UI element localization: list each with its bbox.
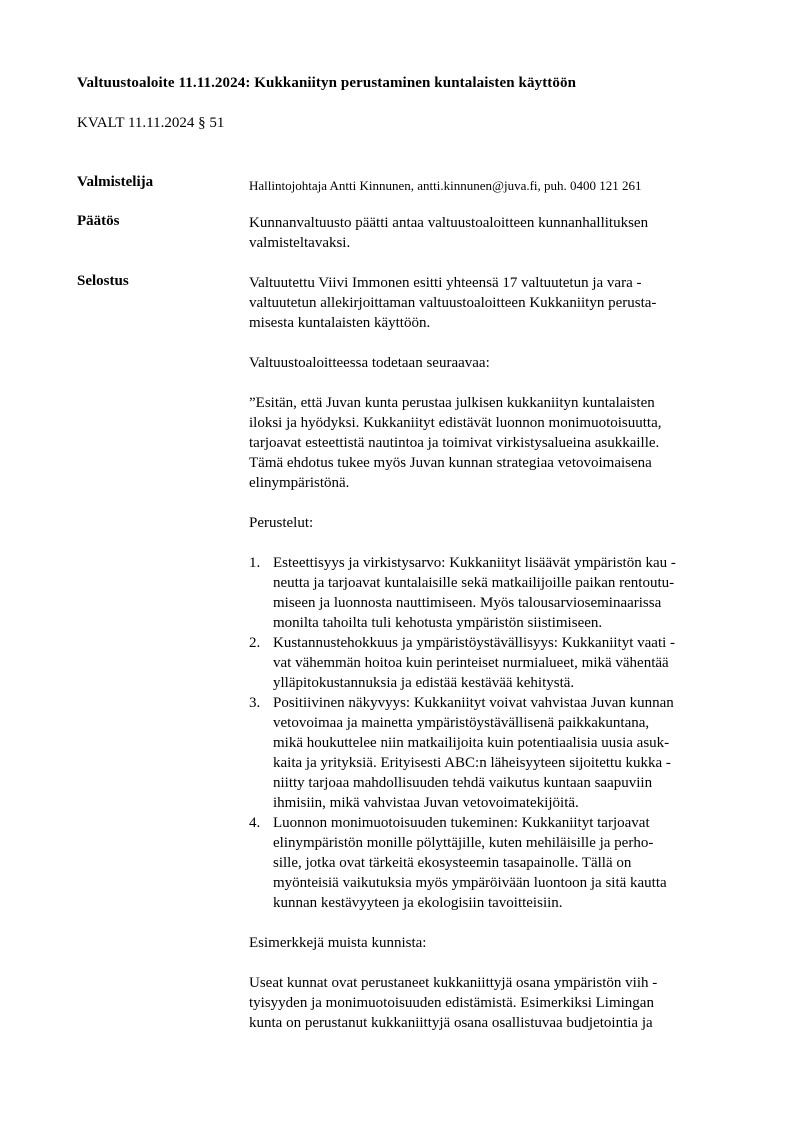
examples-paragraph: [249, 973, 719, 1033]
quote-line: ”Esitän, että Juvan kunta perustaa julkisen kukkaniityn kuntalaisten: [249, 395, 655, 411]
intro-line: Valtuutettu Viivi Immonen esitti yhteensä 17 valtuutetun ja vara -: [249, 275, 642, 291]
list-item-number: 1.: [249, 555, 261, 571]
list-item-line: Esteettisyys ja virkistysarvo: Kukkaniityt lisäävät ympäristön kau -: [273, 555, 676, 571]
quote-line: Tämä ehdotus tukee myös Juvan kunnan strategiaa vetovoimaisena: [249, 455, 652, 471]
list-item-line: ihmisiin, mikä vahvistaa Juvan vetovoimatekijöitä.: [273, 795, 579, 811]
decision-line: Kunnanvaltuusto päätti antaa valtuustoaloitteen kunnanhallituksen: [249, 215, 649, 231]
list-item-number: 2.: [249, 635, 261, 651]
decision-text: [249, 213, 719, 253]
quote-line: elinympäristönä.: [249, 475, 350, 491]
document-title: Valtuustoaloite 11.11.2024: Kukkaniityn perustaminen kuntalaisten käyttöön: [77, 75, 577, 91]
list-item: [249, 633, 719, 693]
list-item-line: vetovoimaa ja mainetta ympäristöystävällisenä paikkakuntana,: [273, 715, 650, 731]
statement-paragraph: [249, 353, 719, 373]
examples-line: tyisyyden ja monimuotoisuuden edistämistä. Esimerkiksi Limingan: [249, 995, 654, 1011]
list-item-line: miseen ja luonnosta nauttimiseen. Myös talousarvioseminaarissa: [273, 595, 662, 611]
quote-paragraph: [249, 393, 719, 493]
examples-line: Useat kunnat ovat perustaneet kukkaniittyjä osana ympäristön viih -: [249, 975, 658, 991]
list-item-number: 3.: [249, 695, 261, 711]
decision-label: Päätös: [77, 213, 120, 229]
intro-paragraph: [249, 273, 719, 333]
list-item-line: kaita ja yrityksiä. Erityisesti ABC:n läheisyyteen sijoitettu kukka -: [273, 755, 671, 771]
list-item-line: Luonnon monimuotoisuuden tukeminen: Kukkaniityt tarjoavat: [273, 815, 650, 831]
reasons-heading: [249, 513, 719, 533]
list-item-line: elinympäristön monille pölyttäjille, kuten mehiläisille ja perho-: [273, 835, 654, 851]
meeting-reference: KVALT 11.11.2024 § 51: [77, 115, 225, 131]
description-section: [249, 273, 719, 1033]
list-item: [249, 813, 719, 913]
intro-line: misesta kuntalaisten käyttöön.: [249, 315, 431, 331]
list-item-line: kunnan kestävyyteen ja ekologisiin tavoitteisiin.: [273, 895, 563, 911]
list-item-line: myönteisiä vaikutuksia myös ympäröivään luontoon ja sitä kautta: [273, 875, 667, 891]
list-item-line: vat vähemmän hoitoa kuin perinteiset nurmialueet, mikä vähentää: [273, 655, 669, 671]
decision-line: valmisteltavaksi.: [249, 235, 351, 251]
list-item-number: 4.: [249, 815, 261, 831]
list-item-line: Positiivinen näkyvyys: Kukkaniityt voivat vahvistaa Juvan kunnan: [273, 695, 674, 711]
quote-line: iloksi ja hyödyksi. Kukkaniityt edistävät luonnon monimuotoisuutta,: [249, 415, 662, 431]
list-item-line: ylläpitokustannuksia ja edistää kestävää kehitystä.: [273, 675, 575, 691]
list-item: [249, 693, 719, 813]
decision-section: [249, 213, 719, 253]
examples-heading-text: Esimerkkejä muista kunnista:: [249, 935, 427, 951]
reasons-list: [249, 553, 719, 913]
list-item-line: monilta tahoilta tuli kehotusta ympäristön siistimiseen.: [273, 615, 603, 631]
preparer-section: [249, 176, 719, 196]
statement-line: Valtuustoaloitteessa todetaan seuraavaa:: [249, 355, 490, 371]
list-item-line: sille, jotka ovat tärkeitä ekosysteemin tasapainolle. Tällä on: [273, 855, 632, 871]
intro-line: valtuutetun allekirjoittaman valtuustoaloitteen Kukkaniityn perusta-: [249, 295, 657, 311]
list-item-line: mikä houkuttelee niin matkailijoita kuin potentiaalisia uusia asuk-: [273, 735, 670, 751]
examples-line: kunta on perustanut kukkaniittyjä osana osallistuvaa budjetointia ja: [249, 1015, 653, 1031]
list-item-line: neutta ja tarjoavat kuntalaisille sekä matkailijoille paikan rentoutu-: [273, 575, 675, 591]
quote-line: tarjoavat esteettistä nautintoa ja toimivat virkistysalueina asukkaille.: [249, 435, 660, 451]
list-item: [249, 553, 719, 633]
reasons-heading-text: Perustelut:: [249, 515, 314, 531]
preparer-value: Hallintojohtaja Antti Kinnunen, antti.kinnunen@juva.fi, puh. 0400 121 261: [249, 178, 642, 193]
preparer-label: Valmistelija: [77, 174, 154, 190]
list-item-line: Kustannustehokkuus ja ympäristöystävällisyys: Kukkaniityt vaati -: [273, 635, 676, 651]
examples-heading: [249, 933, 719, 953]
description-label: Selostus: [77, 273, 129, 289]
list-item-line: niitty tarjoaa mahdollisuuden tehdä vaikutus kuntaan saapuviin: [273, 775, 653, 791]
